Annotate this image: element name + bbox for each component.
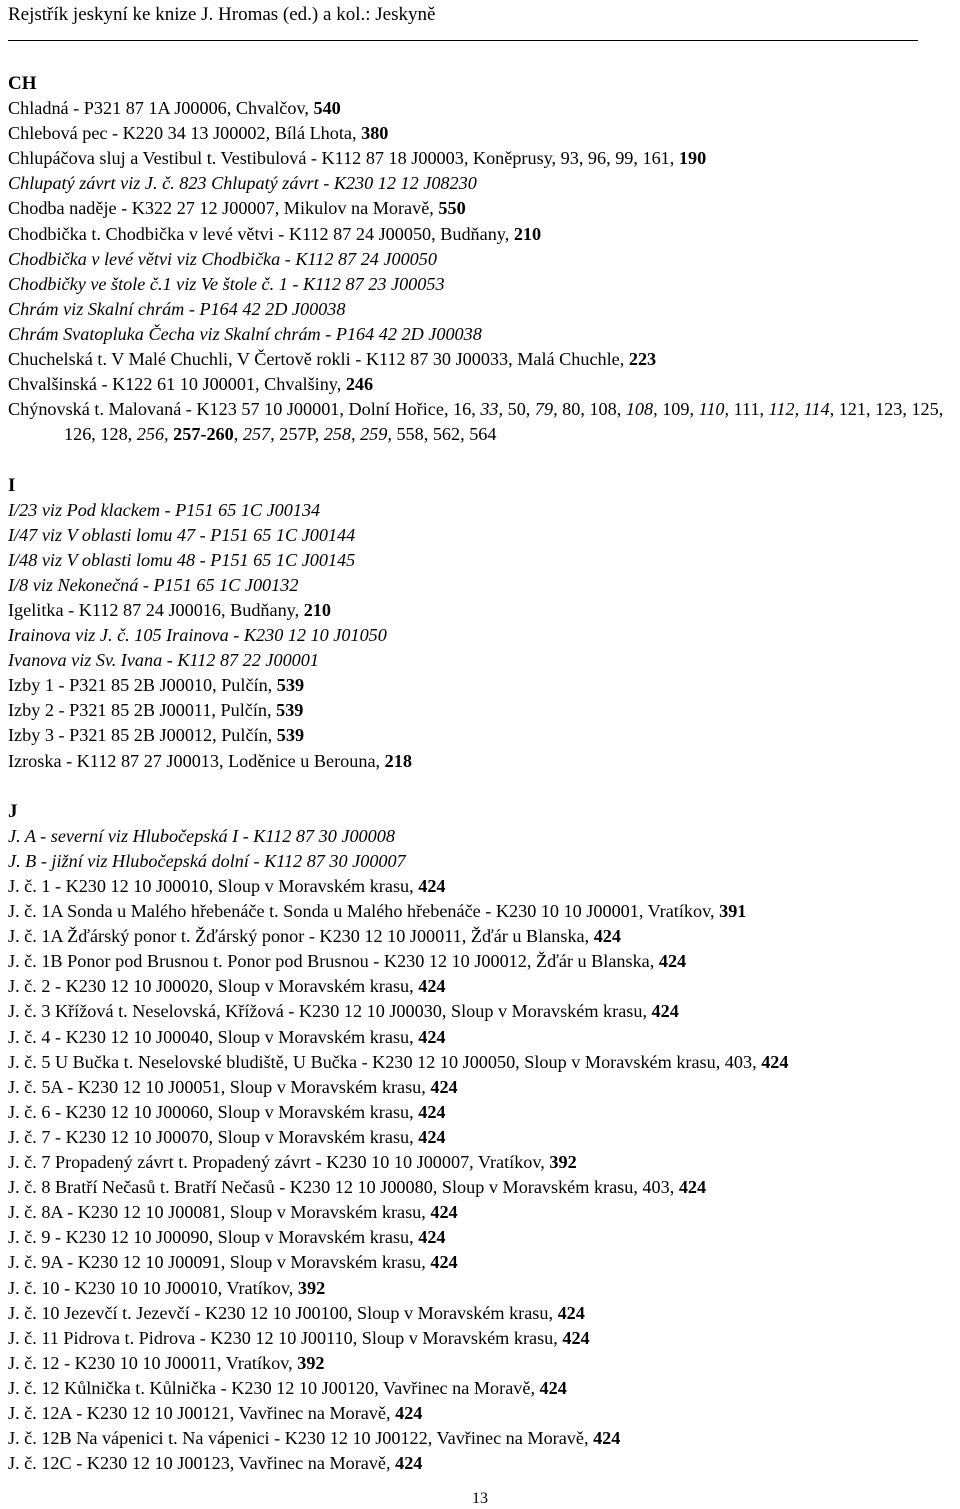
section-heading: J (8, 800, 18, 822)
index-entry (8, 999, 956, 1024)
entry-page-ref: 539 (276, 700, 304, 721)
entry-text: 111, (729, 399, 769, 420)
entry-text: , (233, 424, 243, 445)
index-entry (8, 974, 956, 999)
index-entry (8, 146, 956, 171)
entry-page-ref: 257-260 (173, 424, 234, 445)
entry-text: J. č. 2 - K230 12 10 J00020, Sloup v Moravském krasu, (8, 976, 419, 997)
entry-page-ref: 424 (418, 876, 446, 896)
entry-text: Chvalšinská - K122 61 10 J00001, Chvalšiny, (8, 374, 346, 395)
entry-text: J. č. 9A - K230 12 10 J00091, Sloup v Moravském krasu, (8, 1252, 431, 1273)
entry-text: J. č. 7 - K230 12 10 J00070, Sloup v Moravském krasu, (8, 1126, 419, 1147)
entry-page-ref: 424 (418, 1227, 446, 1248)
entry-text: J. č. 10 Jezevčí t. Jezevčí - K230 12 10 J00100, Sloup v Moravském krasu, (8, 1302, 558, 1323)
index-entry (8, 1225, 956, 1250)
entry-text: Chodbička v levé větvi viz Chodbička - K112 87 24 J00050 (8, 248, 437, 269)
entry-text: 112, 114, (768, 399, 835, 420)
entry-text: Chýnovská t. Malovaná - K123 57 10 J00001, Dolní Hořice, 16, (8, 399, 481, 420)
entry-page-ref: 424 (678, 1177, 707, 1198)
index-entry (8, 1175, 956, 1200)
entry-text: Chrám viz Skalní chrám - P164 42 2D J00038 (8, 298, 346, 319)
entry-text: J. č. 8A - K230 12 10 J00081, Sloup v Moravském krasu, (8, 1202, 431, 1223)
index-entry (8, 749, 956, 774)
entry-text: Izby 2 - P321 85 2B J00011, Pulčín, (8, 700, 277, 721)
entry-text: 80, 108, (557, 399, 626, 420)
index-entry (8, 247, 956, 272)
entry-text: J. č. 10 - K230 10 10 J00010, Vratíkov, (8, 1277, 298, 1298)
index-entry (8, 523, 956, 548)
index-entry (8, 874, 956, 899)
entry-text: 558, 562, 564 (391, 424, 497, 445)
index-entry (8, 949, 956, 974)
entry-text: Chlupáčova sluj a Vestibul t. Vestibulová - K112 87 18 J00003, Koněprusy, 93, 96, 99, 161, (8, 148, 679, 169)
entry-text: I/47 viz V oblasti lomu 47 - P151 65 1C J00144 (8, 524, 356, 545)
index-section (8, 71, 956, 447)
entry-text: I/48 viz V oblasti lomu 48 - P151 65 1C J00145 (8, 549, 356, 570)
index-entry (8, 1426, 956, 1451)
entry-text: Izby 1 - P321 85 2B J00010, Pulčín, (8, 675, 277, 696)
entry-page-ref: 190 (678, 148, 707, 169)
entry-page-ref: 210 (513, 223, 542, 244)
index-entry (8, 347, 956, 372)
entry-page-ref: 392 (297, 1277, 326, 1298)
index-section (8, 473, 956, 774)
index-entry (8, 1451, 956, 1476)
page-header-title: Rejstřík jeskyní ke knize J. Hromas (ed.) a kol.: Jeskyně (8, 4, 436, 25)
entry-page-ref: 424 (562, 1327, 590, 1348)
index-entry (8, 196, 956, 221)
index-section (8, 799, 956, 1477)
index-entry (8, 1025, 956, 1050)
index-entry (8, 96, 956, 121)
index-entry (8, 1050, 956, 1075)
entry-page-ref: 424 (395, 1453, 423, 1474)
section-heading: I (8, 474, 16, 496)
entry-page-ref: 424 (539, 1377, 567, 1398)
entry-text: 121, 123, 125, 126, 128, (64, 399, 944, 445)
entry-text: J. č. 12 Kůlnička t. Kůlnička - K230 12 10 J00120, Vavřinec na Moravě, (8, 1377, 540, 1398)
index-entry (8, 673, 956, 698)
entry-page-ref: 424 (593, 1428, 621, 1449)
index-entry (8, 1100, 956, 1125)
entry-page-ref: 424 (658, 951, 687, 972)
entry-text: 50, (503, 399, 535, 420)
entry-page-ref: 424 (418, 1101, 446, 1122)
index-entry (8, 121, 956, 146)
entry-text: Chuchelská t. V Malé Chuchli, V Čertově rokli - K112 87 30 J00033, Malá Chuchle, (8, 349, 629, 370)
entry-text: J. č. 12 - K230 10 10 J00011, Vratíkov, (8, 1352, 298, 1373)
entry-text: J. č. 11 Pidrova t. Pidrova - K230 12 10 J00110, Sloup v Moravském krasu, (8, 1327, 563, 1348)
entry-page-ref: 424 (593, 926, 621, 947)
entry-page-ref: 424 (430, 1202, 458, 1223)
entry-page-ref: 424 (651, 1001, 679, 1022)
index-entry (8, 272, 956, 297)
entry-text: 258, 259, (323, 424, 392, 445)
entry-page-ref: 424 (418, 1026, 446, 1047)
entry-page-ref: 391 (719, 901, 747, 922)
index-entry (8, 598, 956, 623)
entry-text: J. č. 7 Propadený závrt t. Propadený závrt - K230 10 10 J00007, Vratíkov, (8, 1152, 550, 1173)
index-entry (8, 824, 956, 849)
index-entry (8, 1351, 956, 1376)
entry-text: 257P, (274, 424, 324, 445)
entry-text: Izby 3 - P321 85 2B J00012, Pulčín, (8, 725, 277, 746)
index-entry (8, 723, 956, 748)
entry-text: J. č. 1A Sonda u Malého hřebenáče t. Sonda u Malého hřebenáče - K230 10 10 J00001, Vratíkov, (8, 901, 720, 922)
entry-text: Izroska - K112 87 27 J00013, Loděnice u Berouna, (8, 750, 385, 771)
index-entry (8, 698, 956, 723)
entry-text: J. č. 12C - K230 12 10 J00123, Vavřinec na Moravě, (8, 1453, 396, 1474)
entry-text: Chrám Svatopluka Čecha viz Skalní chrám - P164 42 2D J00038 (8, 323, 482, 344)
index-entry (8, 1200, 956, 1225)
entry-text: 109, (657, 399, 699, 420)
entry-page-ref: 424 (557, 1302, 585, 1323)
entry-text: 110, (698, 399, 730, 420)
entry-page-ref: 246 (345, 374, 374, 395)
entry-text: I/23 viz Pod klackem - P151 65 1C J00134 (8, 499, 321, 520)
entry-text: Irainova viz J. č. 105 Irainova - K230 12 10 J01050 (8, 625, 387, 646)
section-heading: CH (8, 73, 37, 94)
entry-page-ref: 424 (430, 1076, 458, 1097)
index-entry (8, 1326, 956, 1351)
entry-text: J. A - severní viz Hlubočepská I - K112 87 30 J00008 (8, 825, 395, 846)
entry-page-ref: 539 (276, 725, 305, 746)
entry-page-ref: 550 (438, 198, 466, 219)
entry-text: 33, (480, 399, 504, 420)
entry-text: Chodba naděje - K322 27 12 J00007, Mikulov na Moravě, (8, 198, 439, 219)
entry-page-ref: 424 (395, 1402, 423, 1423)
entry-text: J. č. 8 Bratří Nečasů t. Bratří Nečasů - K230 12 10 J00080, Sloup v Moravském krasu, 403, (8, 1177, 679, 1198)
entry-page-ref: 539 (276, 675, 305, 696)
entry-text: Ivanova viz Sv. Ivana - K112 87 22 J00001 (8, 650, 319, 671)
index-entry (8, 297, 956, 322)
entry-text: J. č. 12A - K230 12 10 J00121, Vavřinec na Moravě, (8, 1402, 396, 1423)
index-entry (8, 222, 956, 247)
entry-text: J. č. 6 - K230 12 10 J00060, Sloup v Moravském krasu, (8, 1101, 419, 1122)
index-entry (8, 573, 956, 598)
page-number: 13 (472, 1490, 488, 1507)
index-entry (8, 1301, 956, 1326)
index-entry (8, 924, 956, 949)
entry-text: J. č. 5 U Bučka t. Neselovské bludiště, U Bučka - K230 12 10 J00050, Sloup v Moravském krasu, 403, (8, 1051, 762, 1072)
entry-page-ref: 392 (549, 1152, 577, 1173)
entry-text: J. B - jižní viz Hlubočepská dolní - K112 87 30 J00007 (8, 850, 406, 871)
index-entry (8, 1150, 956, 1175)
entry-text: J. č. 5A - K230 12 10 J00051, Sloup v Moravském krasu, (8, 1076, 431, 1097)
index-entry (8, 1250, 956, 1275)
entry-text: 257, (242, 424, 275, 445)
entry-page-ref: 424 (430, 1252, 458, 1273)
entry-text: I/8 viz Nekonečná - P151 65 1C J00132 (8, 574, 299, 595)
index-entry (8, 498, 956, 523)
entry-page-ref: 424 (418, 1126, 446, 1147)
entry-text: 256, (136, 424, 169, 445)
entry-text: Chladná - P321 87 1A J00006, Chvalčov, (8, 98, 314, 119)
entry-text: Chlupatý závrt viz J. č. 823 Chlupatý závrt - K230 12 12 J08230 (8, 173, 477, 194)
entry-page-ref: 210 (303, 599, 331, 620)
entry-page-ref: 424 (418, 976, 446, 997)
entry-text: Chodbička t. Chodbička v levé větvi - K112 87 24 J00050, Budňany, (8, 223, 514, 244)
entry-page-ref: 218 (384, 750, 412, 771)
index-entry (8, 171, 956, 196)
entry-page-ref: 380 (361, 123, 389, 144)
entry-text: Chlebová pec - K220 34 13 J00002, Bílá Lhota, (8, 123, 362, 144)
index-entry (8, 548, 956, 573)
index-entry (8, 899, 956, 924)
entry-text: J. č. 1A Žďárský ponor t. Žďárský ponor - K230 12 10 J00011, Žďár u Blanska, (8, 926, 594, 947)
index-entry (8, 623, 956, 648)
index-entry (8, 1376, 956, 1401)
entry-text: J. č. 1B Ponor pod Brusnou t. Ponor pod Brusnou - K230 12 10 J00012, Žďár u Blanska, (8, 951, 659, 972)
index-entry (8, 1075, 956, 1100)
index-entry (8, 397, 956, 447)
index-content (8, 71, 956, 1476)
entry-text: J. č. 3 Křížová t. Neselovská, Křížová - K230 12 10 J00030, Sloup v Moravském krasu, (8, 1001, 652, 1022)
entry-text: J. č. 1 - K230 12 10 J00010, Sloup v Moravském krasu, (8, 876, 419, 896)
entry-page-ref: 392 (297, 1352, 325, 1373)
index-entry (8, 849, 956, 874)
header-rule (8, 40, 918, 41)
entry-text: 79, (534, 399, 558, 420)
entry-page-ref: 540 (313, 98, 341, 119)
index-entry (8, 1125, 956, 1150)
index-entry (8, 648, 956, 673)
entry-text: 108, (625, 399, 658, 420)
entry-page-ref: 223 (628, 349, 657, 370)
entry-page-ref: 424 (761, 1051, 789, 1072)
entry-text: J. č. 9 - K230 12 10 J00090, Sloup v Moravském krasu, (8, 1227, 419, 1248)
index-entry (8, 1401, 956, 1426)
index-entry (8, 322, 956, 347)
index-entry (8, 372, 956, 397)
index-entry (8, 1276, 956, 1301)
entry-text: J. č. 12B Na vápenici t. Na vápenici - K230 12 10 J00122, Vavřinec na Moravě, (8, 1428, 594, 1449)
entry-text: Chodbičky ve štole č.1 viz Ve štole č. 1 - K112 87 23 J00053 (8, 273, 445, 294)
entry-text: Igelitka - K112 87 24 J00016, Budňany, (8, 599, 304, 620)
entry-text: J. č. 4 - K230 12 10 J00040, Sloup v Moravském krasu, (8, 1026, 419, 1047)
